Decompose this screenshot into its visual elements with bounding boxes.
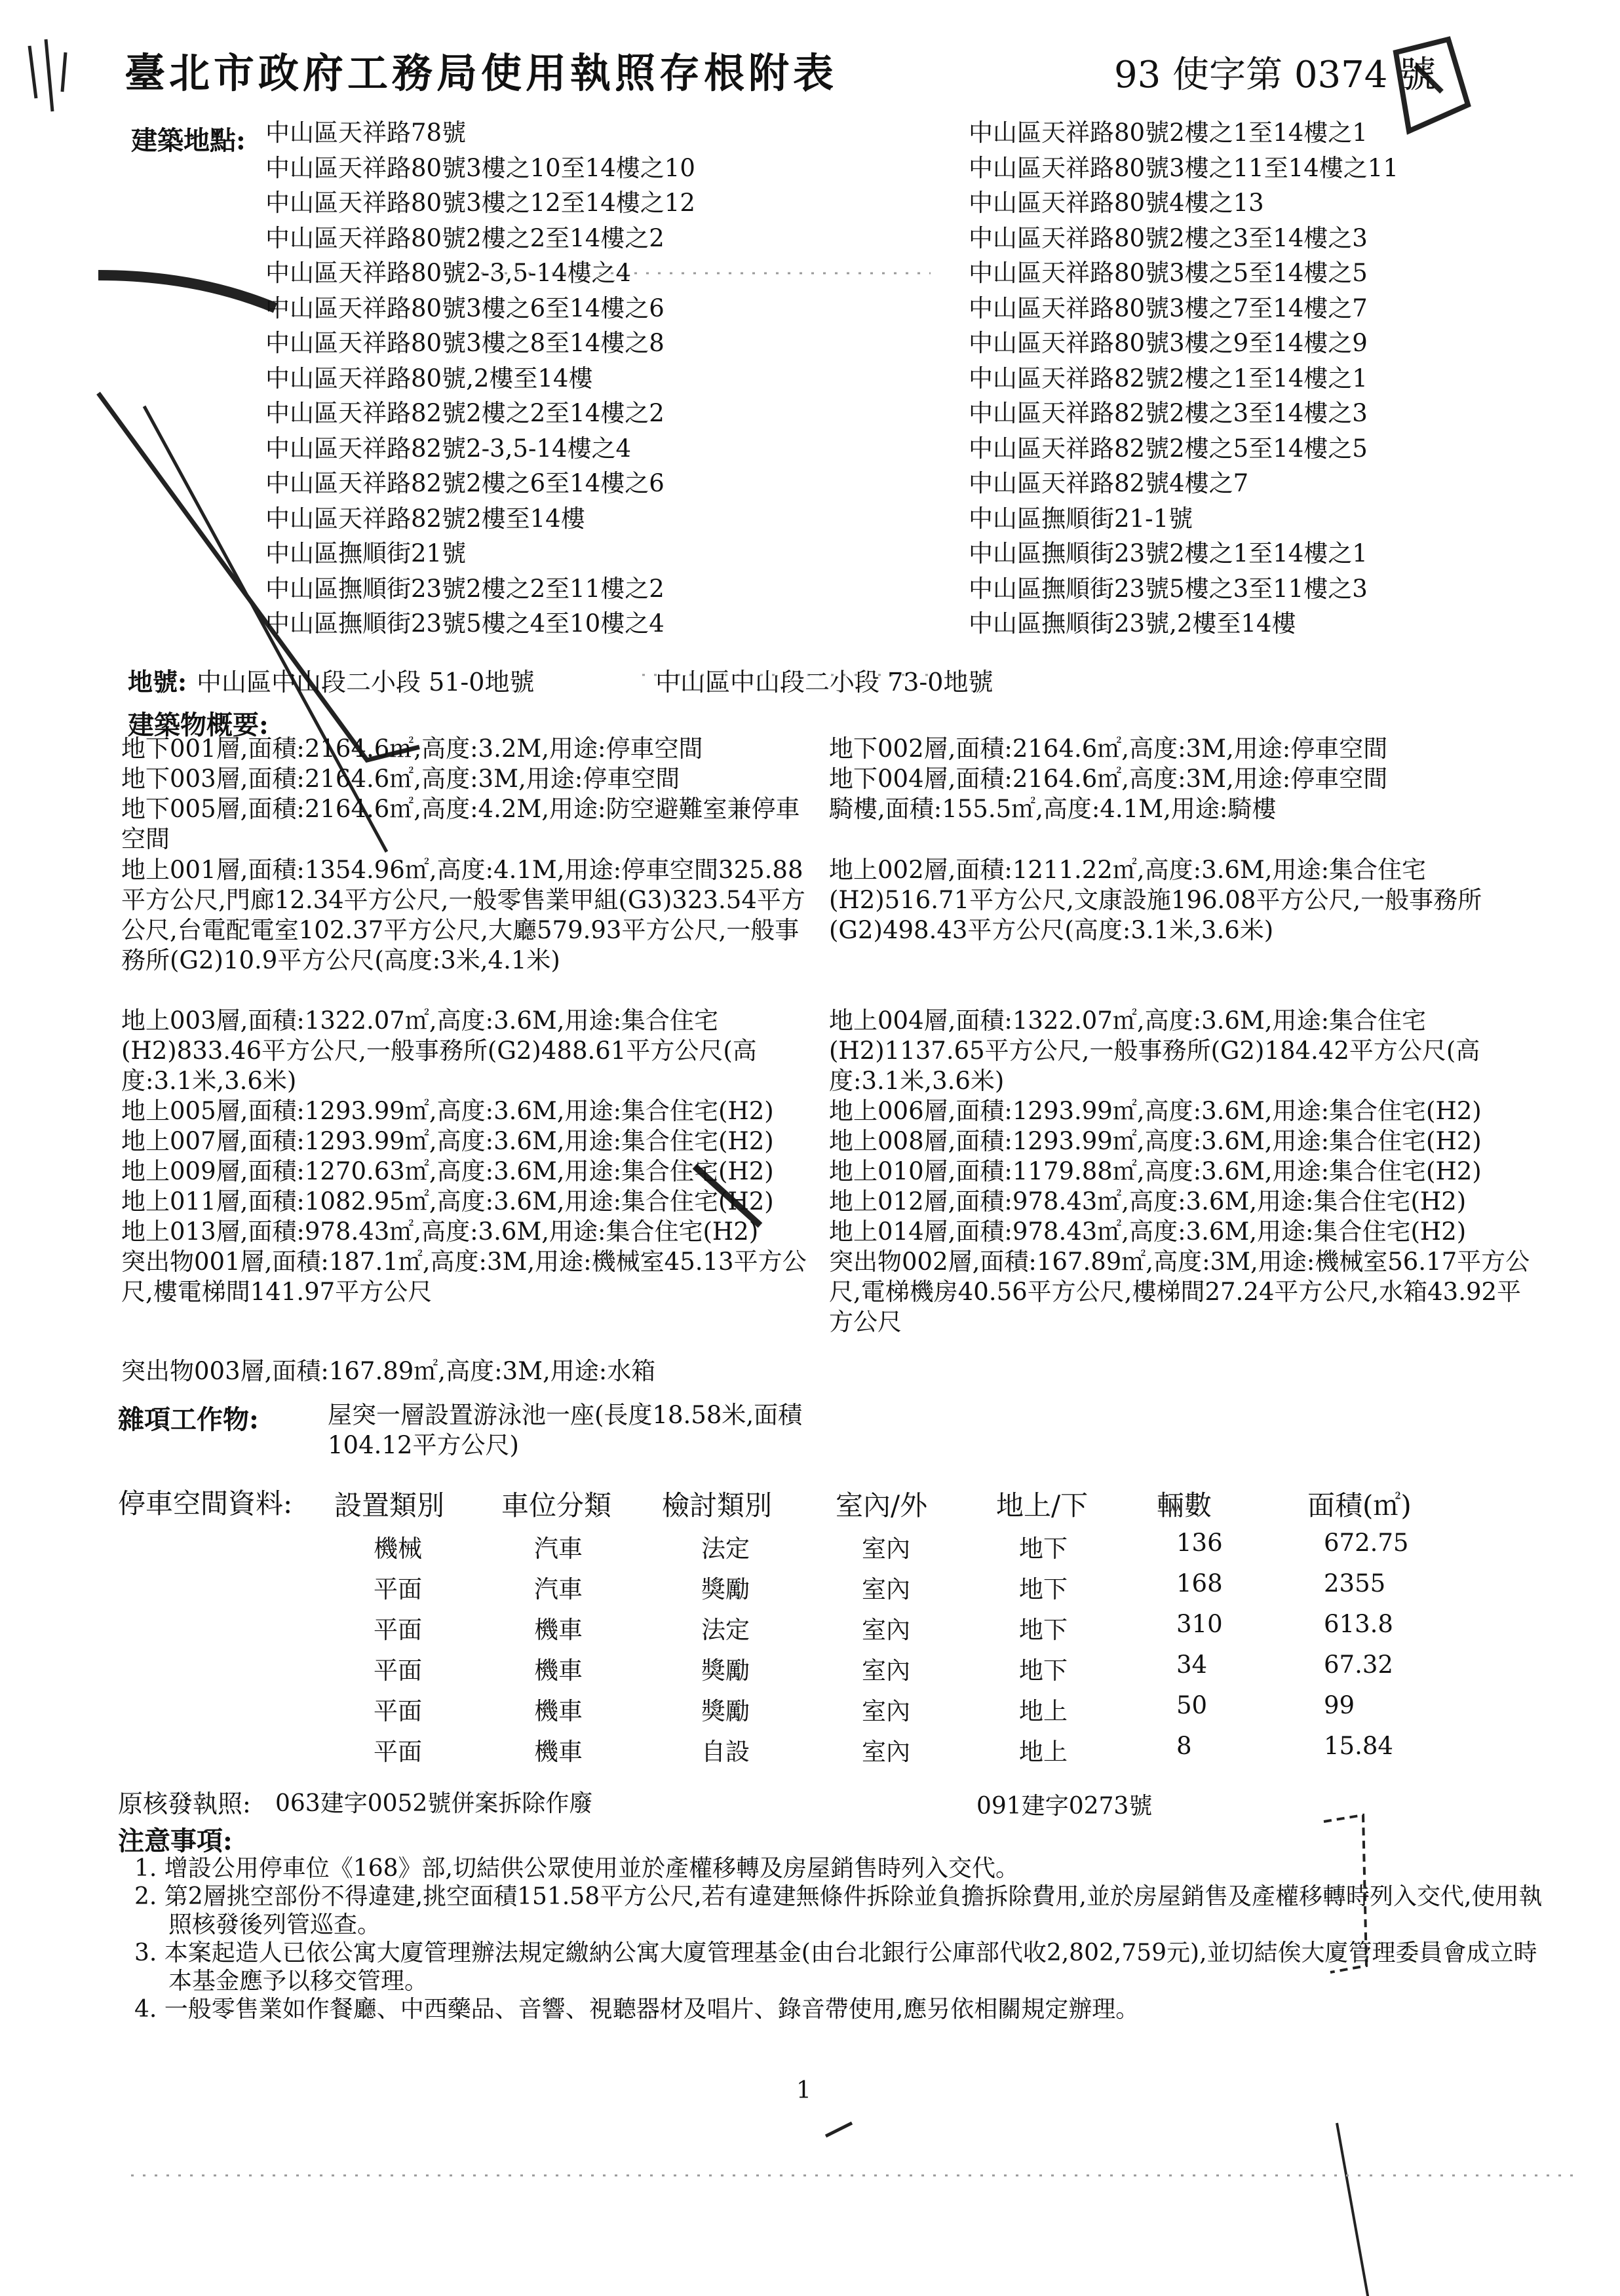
parking-col-header: 設置類別 [334, 1489, 445, 1521]
building-row-left: 地上007層,面積:1293.99㎡,高度:3.6M,用途:集合住宅(H2) [121, 1127, 774, 1155]
parking-cell: 機械 [374, 1535, 422, 1563]
parking-cell: 機車 [534, 1656, 583, 1685]
note-item: 3. 本案起造人已依公寓大廈管理辦法規定繳納公寓大廈管理基金(由台北銀行公庫部代收2,802,759元),並切結俟大廈管理委員會成立時本基金應予以移交管理。 [134, 1940, 1537, 1995]
parking-cell: 室內 [862, 1575, 910, 1603]
parking-col-header: 室內/外 [836, 1489, 928, 1521]
parking-cell: 50 [1176, 1691, 1208, 1719]
scan-edge-left [29, 39, 66, 111]
site-address: 中山區天祥路80號2樓之3至14樓之3 [969, 223, 1368, 252]
parking-cell: 機車 [534, 1697, 583, 1725]
site-address: 中山區撫順街23號2樓之1至14樓之1 [969, 539, 1368, 567]
document-number: 93 使字第 0374 號 [1114, 54, 1437, 96]
building-row-left: 地下005層,面積:2164.6㎡,高度:4.2M,用途:防空避難室兼停車空間 [121, 795, 800, 853]
parking-cell: 136 [1176, 1529, 1223, 1557]
notes-list [134, 1854, 1543, 2023]
site-address: 中山區天祥路80號3樓之11至14樓之11 [969, 153, 1398, 182]
site-address-list-left [265, 115, 695, 641]
parking-cell: 地下 [1019, 1535, 1068, 1563]
building-row-left: 地上005層,面積:1293.99㎡,高度:3.6M,用途:集合住宅(H2) [121, 1097, 774, 1125]
site-address: 中山區天祥路78號 [265, 119, 467, 147]
site-address: 中山區天祥路82號2樓之5至14樓之5 [969, 434, 1368, 463]
lot-label: 地號: [128, 667, 187, 697]
building-row-left: 突出物003層,面積:167.89㎡,高度:3M,用途:水箱 [121, 1357, 656, 1385]
site-label: 建築地點: [131, 125, 246, 156]
site-address: 中山區天祥路82號2樓至14樓 [265, 504, 585, 533]
parking-cell: 獎勵 [701, 1656, 750, 1685]
parking-cell: 67.32 [1324, 1651, 1393, 1679]
parking-cell: 地下 [1019, 1616, 1068, 1644]
building-row-left: 地上011層,面積:1082.95㎡,高度:3.6M,用途:集合住宅(H2) [121, 1187, 774, 1215]
building-row-left: 地上001層,面積:1354.96㎡,高度:4.1M,用途:停車空間325.88平方公尺,門廊12.34平方公尺,一般零售業甲組(G3)323.54平方公尺,台電配電室102.37平方公尺,大廳579.93平方公尺,一般事務所(G2)10.9平方公尺(高度:3米,4.1米) [121, 856, 805, 974]
parking-cell: 2355 [1324, 1569, 1386, 1598]
building-row-right: 地下002層,面積:2164.6㎡,高度:3M,用途:停車空間 [829, 735, 1388, 763]
site-address: 中山區天祥路80號3樓之12至14樓之12 [265, 189, 695, 217]
site-address: 中山區天祥路80號3樓之5至14樓之5 [969, 259, 1368, 287]
pen-blob-1 [98, 275, 275, 308]
misc-text: 屋突一層設置游泳池一座(長度18.58米,面積104.12平方公尺) [328, 1401, 803, 1459]
parking-cell: 機車 [534, 1738, 583, 1766]
parking-cell: 地下 [1019, 1656, 1068, 1685]
building-row-right: 地上002層,面積:1211.22㎡,高度:3.6M,用途:集合住宅(H2)516.71平方公尺,文康設施196.08平方公尺,一般事務所(G2)498.43平方公尺(高度:3.1米,3.6米) [829, 856, 1482, 944]
note-item: 1. 增設公用停車位《168》部,切結供公眾使用並於產權移轉及房屋銷售時列入交代。 [134, 1855, 1019, 1882]
misc-label: 雜項工作物: [118, 1404, 259, 1435]
site-address: 中山區天祥路80號4樓之13 [969, 189, 1264, 217]
building-row-left: 突出物001層,面積:187.1㎡,高度:3M,用途:機械室45.13平方公尺,樓電梯間141.97平方公尺 [121, 1248, 807, 1306]
parking-cell: 34 [1176, 1651, 1208, 1679]
site-address: 中山區天祥路80號3樓之9至14樓之9 [969, 329, 1368, 357]
parking-col-header: 面積(㎡) [1307, 1489, 1412, 1521]
parking-col-header: 檢討類別 [662, 1489, 773, 1521]
building-row-right: 騎樓,面積:155.5㎡,高度:4.1M,用途:騎樓 [829, 795, 1277, 823]
site-address: 中山區撫順街21-1號 [969, 504, 1193, 533]
parking-cell: 室內 [862, 1738, 910, 1766]
building-label: 建築物概要: [128, 710, 269, 740]
original-license-left: 063建字0052號併案拆除作廢 [275, 1790, 593, 1817]
building-row-right: 地上010層,面積:1179.88㎡,高度:3.6M,用途:集合住宅(H2) [829, 1157, 1482, 1185]
site-address: 中山區撫順街23號5樓之3至11樓之3 [969, 574, 1368, 603]
building-row-right: 地上006層,面積:1293.99㎡,高度:3.6M,用途:集合住宅(H2) [829, 1097, 1482, 1125]
building-row-left: 地上003層,面積:1322.07㎡,高度:3.6M,用途:集合住宅(H2)833.46平方公尺,一般事務所(G2)488.61平方公尺(高度:3.1米,3.6米) [121, 1006, 757, 1095]
building-row-left: 地下001層,面積:2164.6㎡,高度:3.2M,用途:停車空間 [121, 735, 703, 763]
parking-cell: 672.75 [1324, 1529, 1409, 1557]
lot-number-left: 中山區中山段二小段 51-0地號 [197, 668, 535, 697]
parking-cell: 室內 [862, 1656, 910, 1685]
parking-cell: 地上 [1019, 1697, 1068, 1725]
site-address-list-right [969, 115, 1398, 641]
parking-cell: 地下 [1019, 1575, 1068, 1603]
parking-cell: 平面 [374, 1738, 422, 1766]
site-address: 中山區天祥路82號4樓之7 [969, 469, 1249, 497]
parking-cell: 汽車 [534, 1535, 583, 1563]
site-address: 中山區撫順街21號 [265, 539, 467, 567]
pen-stroke-4 [826, 2123, 852, 2136]
parking-cell: 613.8 [1324, 1610, 1393, 1638]
parking-cell: 自設 [701, 1738, 750, 1766]
parking-cell: 機車 [534, 1616, 583, 1644]
lot-number-right: 中山區中山段二小段 73-0地號 [655, 668, 993, 697]
site-address: 中山區撫順街23號5樓之4至10樓之4 [265, 609, 665, 638]
parking-label: 停車空間資料: [118, 1487, 293, 1520]
building-row-right: 地上008層,面積:1293.99㎡,高度:3.6M,用途:集合住宅(H2) [829, 1127, 1482, 1155]
parking-cell: 168 [1176, 1569, 1223, 1598]
site-address: 中山區撫順街23號2樓之2至11樓之2 [265, 574, 665, 603]
building-row-right: 地下004層,面積:2164.6㎡,高度:3M,用途:停車空間 [829, 765, 1388, 793]
parking-cell: 室內 [862, 1535, 910, 1563]
site-address: 中山區天祥路80號2樓之1至14樓之1 [969, 119, 1368, 147]
parking-cell: 15.84 [1324, 1732, 1393, 1760]
parking-cell: 獎勵 [701, 1575, 750, 1603]
parking-col-header: 地上/下 [996, 1489, 1089, 1521]
building-row-right: 地上004層,面積:1322.07㎡,高度:3.6M,用途:集合住宅(H2)1137.65平方公尺,一般事務所(G2)184.42平方公尺(高度:3.1米,3.6米) [829, 1006, 1480, 1095]
site-address: 中山區天祥路82號2樓之2至14樓之2 [265, 399, 665, 427]
site-address: 中山區天祥路80號3樓之7至14樓之7 [969, 294, 1368, 322]
original-license-label: 原核發執照: [118, 1789, 251, 1818]
site-address: 中山區天祥路80號2-3,5-14樓之4 [265, 259, 632, 287]
parking-cell: 地上 [1019, 1738, 1068, 1766]
parking-cell: 310 [1176, 1610, 1223, 1638]
parking-cell: 室內 [862, 1616, 910, 1644]
site-address: 中山區撫順街23號,2樓至14樓 [969, 609, 1296, 638]
parking-cell: 室內 [862, 1697, 910, 1725]
site-address: 中山區天祥路82號2-3,5-14樓之4 [265, 434, 632, 463]
original-license-right: 091建字0273號 [976, 1793, 1153, 1820]
parking-col-header: 輛數 [1157, 1489, 1212, 1521]
site-address: 中山區天祥路80號,2樓至14樓 [265, 364, 593, 392]
parking-cell: 平面 [374, 1697, 422, 1725]
site-address: 中山區天祥路82號2樓之3至14樓之3 [969, 399, 1368, 427]
parking-cell: 法定 [701, 1535, 750, 1563]
parking-cell: 99 [1324, 1691, 1355, 1719]
building-row-left: 地上009層,面積:1270.63㎡,高度:3.6M,用途:集合住宅(H2) [121, 1157, 774, 1185]
site-address: 中山區天祥路80號2樓之2至14樓之2 [265, 223, 665, 252]
site-address: 中山區天祥路82號2樓之6至14樓之6 [265, 469, 665, 497]
site-address: 中山區天祥路80號3樓之10至14樓之10 [265, 153, 695, 182]
building-row-right: 地上012層,面積:978.43㎡,高度:3.6M,用途:集合住宅(H2) [829, 1187, 1467, 1215]
scan-edge-right [1337, 2123, 1370, 2296]
parking-cell: 8 [1176, 1732, 1192, 1760]
site-address: 中山區天祥路82號2樓之1至14樓之1 [969, 364, 1368, 392]
parking-cell: 汽車 [534, 1575, 583, 1603]
note-item: 4. 一般零售業如作餐廳、中西藥品、音響、視聽器材及唱片、錄音帶使用,應另依相關規定辦理。 [134, 1996, 1140, 2023]
parking-col-header: 車位分類 [501, 1489, 612, 1521]
site-address: 中山區天祥路80號3樓之6至14樓之6 [265, 294, 665, 322]
notes-label: 注意事項: [118, 1826, 233, 1856]
building-row-right: 地上014層,面積:978.43㎡,高度:3.6M,用途:集合住宅(H2) [829, 1217, 1467, 1246]
parking-cell: 平面 [374, 1575, 422, 1603]
page-number: 1 [796, 2077, 811, 2104]
parking-cell: 平面 [374, 1656, 422, 1685]
parking-cell: 平面 [374, 1616, 422, 1644]
site-address: 中山區天祥路80號3樓之8至14樓之8 [265, 329, 665, 357]
document-title: 臺北市政府工務局使用執照存根附表 [125, 49, 838, 97]
note-item: 2. 第2層挑空部份不得違建,挑空面積151.58平方公尺,若有違建無條件拆除並負擔拆除費用,並於房屋銷售及產權移轉時列入交代,使用執照核發後列管巡查。 [134, 1883, 1543, 1938]
building-row-right: 突出物002層,面積:167.89㎡,高度:3M,用途:機械室56.17平方公尺,電梯機房40.56平方公尺,樓梯間27.24平方公尺,水箱43.92平方公尺 [829, 1248, 1530, 1336]
building-row-left: 地上013層,面積:978.43㎡,高度:3.6M,用途:集合住宅(H2) [121, 1217, 759, 1246]
parking-cell: 法定 [701, 1616, 750, 1644]
parking-cell: 獎勵 [701, 1697, 750, 1725]
building-row-left: 地下003層,面積:2164.6㎡,高度:3M,用途:停車空間 [121, 765, 680, 793]
